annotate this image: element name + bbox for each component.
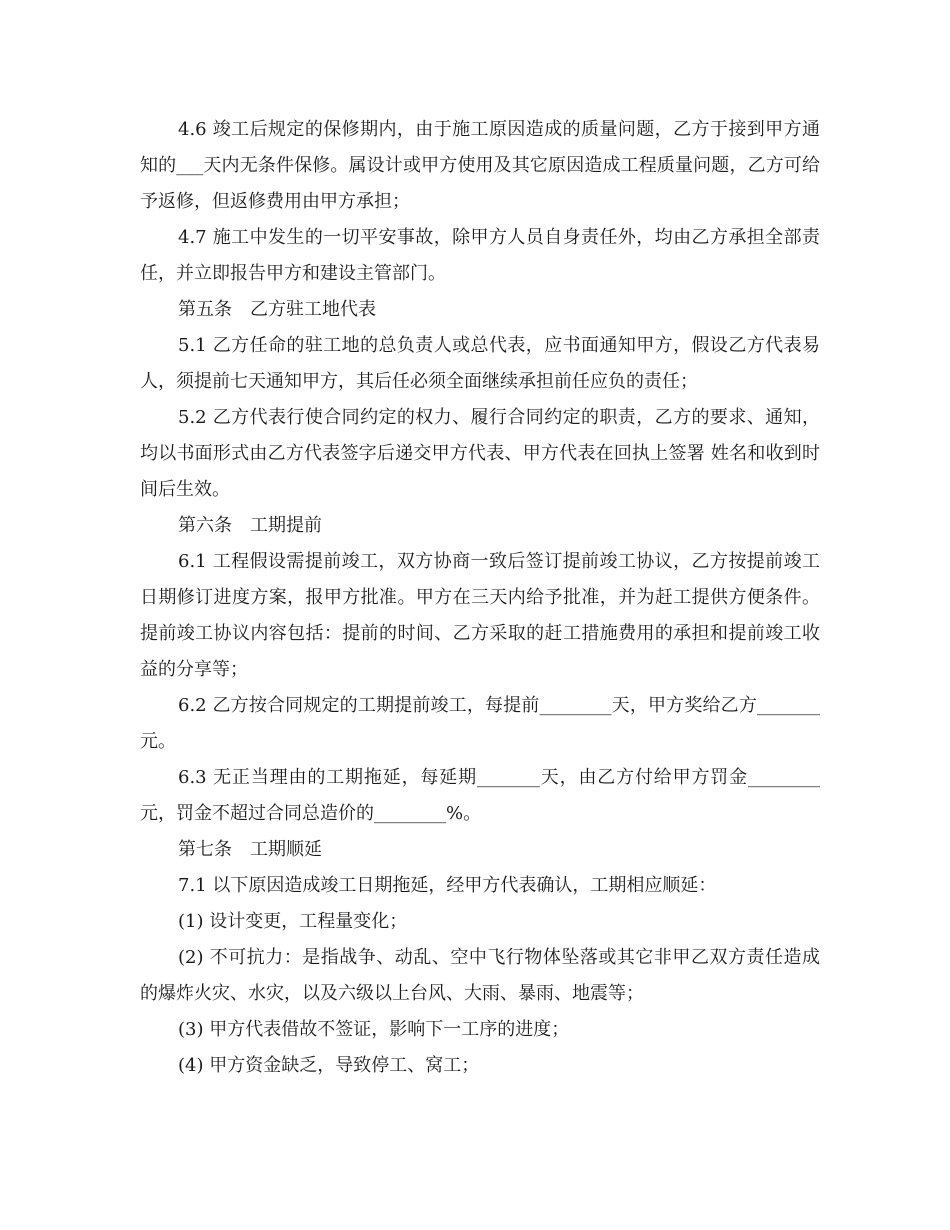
clause-7-1: 7.1 以下原因造成竣工日期拖延，经甲方代表确认，工期相应顺延：: [178, 875, 717, 896]
clause-5-1: 5.1 乙方任命的驻工地的总负责人或总代表，应书面通知甲方，假设乙方代表易人，须提前七天通知甲方，其后任必须全面继续承担前任应负的责任；: [140, 335, 820, 392]
article-5-heading: 第五条 乙方驻工地代表: [178, 299, 376, 320]
clause-4-6: 4.6 竣工后规定的保修期内，由于施工原因造成的质量问题，乙方于接到甲方通知的___天内无条件保修。属设计或甲方使用及其它原因造成工程质量问题，乙方可给予返修，但返修费用由甲方承担；: [140, 119, 820, 212]
clause-4-7: 4.7 施工中发生的一切平安事故，除甲方人员自身责任外，均由乙方承担全部责任，并立即报告甲方和建设主管部门。: [140, 227, 820, 284]
clause-5-2: 5.2 乙方代表行使合同约定的权力、履行合同约定的职责，乙方的要求、通知，均以书面形式由乙方代表签字后递交甲方代表、甲方代表在回执上签署 姓名和收到时间后生效。: [140, 407, 820, 500]
contract-body: [140, 112, 820, 1084]
list-item-1: (1) 设计变更，工程量变化；: [178, 911, 408, 932]
article-7-heading: 第七条 工期顺延: [178, 839, 322, 860]
clause-6-3: 6.3 无正当理由的工期拖延，每延期_______天，由乙方付给甲方罚金________元，罚金不超过合同总造价的________%。: [140, 767, 820, 824]
clause-6-2: 6.2 乙方按合同规定的工期提前竣工，每提前________天，甲方奖给乙方_______元。: [140, 695, 820, 752]
clause-6-1: 6.1 工程假设需提前竣工，双方协商一致后签订提前竣工协议，乙方按提前竣工日期修订进度方案，报甲方批准。甲方在三天内给予批准，并为赶工提供方便条件。提前竣工协议内容包括：提前的时间、乙方采取的赶工措施费用的承担和提前竣工收益的分享等；: [140, 551, 820, 680]
article-6-heading: 第六条 工期提前: [178, 515, 322, 536]
list-item-3: (3) 甲方代表借故不签证，影响下一工序的进度；: [178, 1019, 570, 1040]
list-item-4: (4) 甲方资金缺乏，导致停工、窝工；: [178, 1055, 480, 1076]
list-item-2: (2) 不可抗力：是指战争、动乱、空中飞行物体坠落或其它非甲乙双方责任造成的爆炸火灾、水灾，以及六级以上台风、大雨、暴雨、地震等；: [140, 947, 820, 1004]
